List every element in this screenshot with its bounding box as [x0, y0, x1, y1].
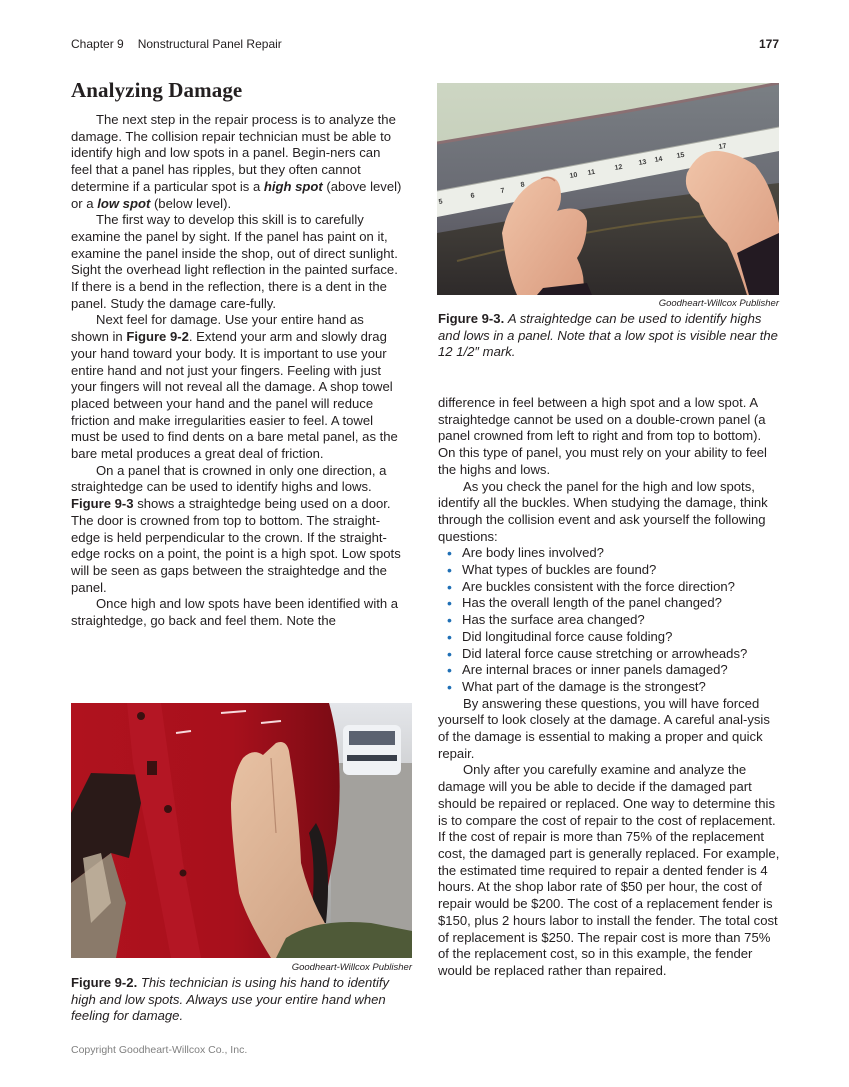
figure-9-3-caption — [438, 311, 783, 361]
chapter-title: Nonstructural Panel Repair — [137, 37, 282, 51]
svg-text:6: 6 — [470, 192, 476, 200]
svg-text:5: 5 — [438, 198, 444, 206]
bullet-icon: • — [447, 562, 452, 579]
copyright-footer: Copyright Goodheart-Willcox Co., Inc. — [71, 1044, 248, 1056]
paragraph: Only after you carefully examine and analyze the damage will you be able to decide if the damaged part should be repaired or replaced. One way to determine this is to compare the cost of repair to the cost of replacement. If the cost of repair is more than 75% of the replacement cost, the damaged part is generally replaced. For example, the estimated time required to repair a dented fender is 4 hours. At the shop labor rate of $50 per hour, the cost of repair would be $200. The cost of a replacement fender is $150, plus 2 hours labor to install the fender. The total cost of replacement is $250. The repair cost is more than 75% of the replacement cost, so in this example, the fender would be replaced rather than repaired. — [438, 762, 780, 978]
list-item: • What types of buckles are found? — [447, 562, 657, 579]
straightedge-photo-illustration — [437, 83, 779, 295]
figure-reference: Figure 9-3 — [71, 496, 134, 512]
section-heading: Analyzing Damage — [71, 78, 243, 102]
paragraph: Once high and low spots have been identified with a straightedge, go back and feel them. Note the — [71, 596, 399, 629]
hand-on-panel-photo-illustration — [71, 703, 412, 958]
list-item: • Has the overall length of the panel changed? — [447, 595, 722, 612]
list-item: • Did longitudinal force cause folding? — [447, 628, 673, 645]
left-column — [71, 112, 403, 630]
bullet-icon: • — [447, 578, 452, 595]
svg-text:12: 12 — [614, 163, 624, 172]
chapter-number: Chapter 9 — [71, 37, 124, 51]
figure-reference: Figure 9-2 — [126, 329, 189, 345]
right-column — [438, 395, 781, 980]
list-item: • What part of the damage is the strongest? — [447, 678, 706, 695]
figure-9-3-photo — [437, 83, 779, 295]
svg-text:13: 13 — [638, 158, 648, 167]
bullet-icon: • — [447, 645, 452, 662]
page-number: 177 — [758, 37, 779, 51]
figure-caption-text: This technician is using his hand to identify high and low spots. Always use your entire hand when feeling for damage. — [71, 975, 390, 1024]
paragraph: On a panel that is crowned in only one direction, a straightedge can be used to identify highs and lows. Figure 9-3 shows a straightedge being used on a door. The door is crowned from top to bottom. The straight-edge is held perpendicular to the crown. If the straight-edge rocks on a point, the point is a high spot. Low spots will be seen as gaps between the straightedge and the panel. — [71, 462, 401, 595]
figure-label: Figure 9-2. — [71, 975, 138, 990]
bullet-icon: • — [447, 662, 452, 679]
running-header — [71, 37, 282, 51]
figure-label: Figure 9-3. — [438, 311, 505, 326]
paragraph: By answering these questions, you will have forced yourself to look closely at the damage. A careful anal-ysis of the damage is essential to making a proper and quick repair. — [438, 695, 770, 761]
figure-9-2-caption — [71, 975, 406, 1025]
list-item: • Did lateral force cause stretching or arrowheads? — [447, 645, 748, 662]
svg-text:8: 8 — [520, 181, 526, 189]
paragraph: The first way to develop this skill is to carefully examine the panel by sight. If the panel has paint on it, examine the panel inside the shop, out of direct sunlight. Sight the overhead light reflection in the painted surface. If there is a bend in the reflection, there is a dent in the panel. Study the damage care-fully. — [71, 212, 398, 311]
svg-text:14: 14 — [654, 155, 664, 164]
svg-text:7: 7 — [500, 187, 506, 195]
term-low-spot: low spot — [97, 195, 151, 211]
questions-list — [438, 545, 781, 695]
paragraph: Next feel for damage. Use your entire hand as shown in Figure 9-2. Extend your arm and slowly drag your hand toward your body. It is important to use your entire hand and not just your fingers. Feeling with just your fingers will not reveal all the damage. A shop towel placed between your hand and the panel will reduce friction and make irregularities easier to feel. A towel must be used to find dents on a bare metal panel, as the bare metal produces a great deal of friction. — [71, 312, 398, 462]
list-item: • Are buckles consistent with the force direction? — [447, 578, 735, 595]
figure-9-2-photo — [71, 703, 412, 958]
paragraph: As you check the panel for the high and low spots, identify all the buckles. When studying the damage, think through the collision event and ask yourself the following questions: — [438, 478, 768, 544]
bullet-icon: • — [447, 612, 452, 629]
term-high-spot: high spot — [263, 178, 323, 194]
figure-9-2-credit: Goodheart-Willcox Publisher — [291, 962, 412, 973]
list-item: • Has the surface area changed? — [447, 612, 645, 629]
bullet-icon: • — [447, 678, 452, 695]
bullet-icon: • — [447, 545, 452, 562]
figure-caption-text: A straightedge can be used to identify highs and lows in a panel. Note that a low spot is visible near the 12 1/2″ mark. — [438, 311, 778, 360]
svg-text:11: 11 — [587, 168, 596, 177]
svg-text:15: 15 — [676, 151, 686, 160]
svg-text:10: 10 — [569, 171, 579, 180]
paragraph: The next step in the repair process is to analyze the damage. The collision repair technician must be able to identify high and low spots in a panel. Begin-ners can feel that a panel has ripples, but they often cannot determine if a particular spot is a high spot (above level) or a low spot (below level). — [71, 112, 402, 211]
bullet-icon: • — [447, 628, 452, 645]
paragraph: difference in feel between a high spot and a low spot. A straightedge cannot be used on a double-crown panel (a panel crowned from left to right and from top to bottom). On this type of panel, you must rely on your ability to feel the highs and lows. — [438, 395, 767, 477]
list-item: • Are internal braces or inner panels damaged? — [447, 662, 728, 679]
list-item: • Are body lines involved? — [447, 545, 604, 562]
svg-text:17: 17 — [718, 142, 728, 151]
figure-9-3-credit: Goodheart-Willcox Publisher — [658, 298, 779, 309]
bullet-icon: • — [447, 595, 452, 612]
